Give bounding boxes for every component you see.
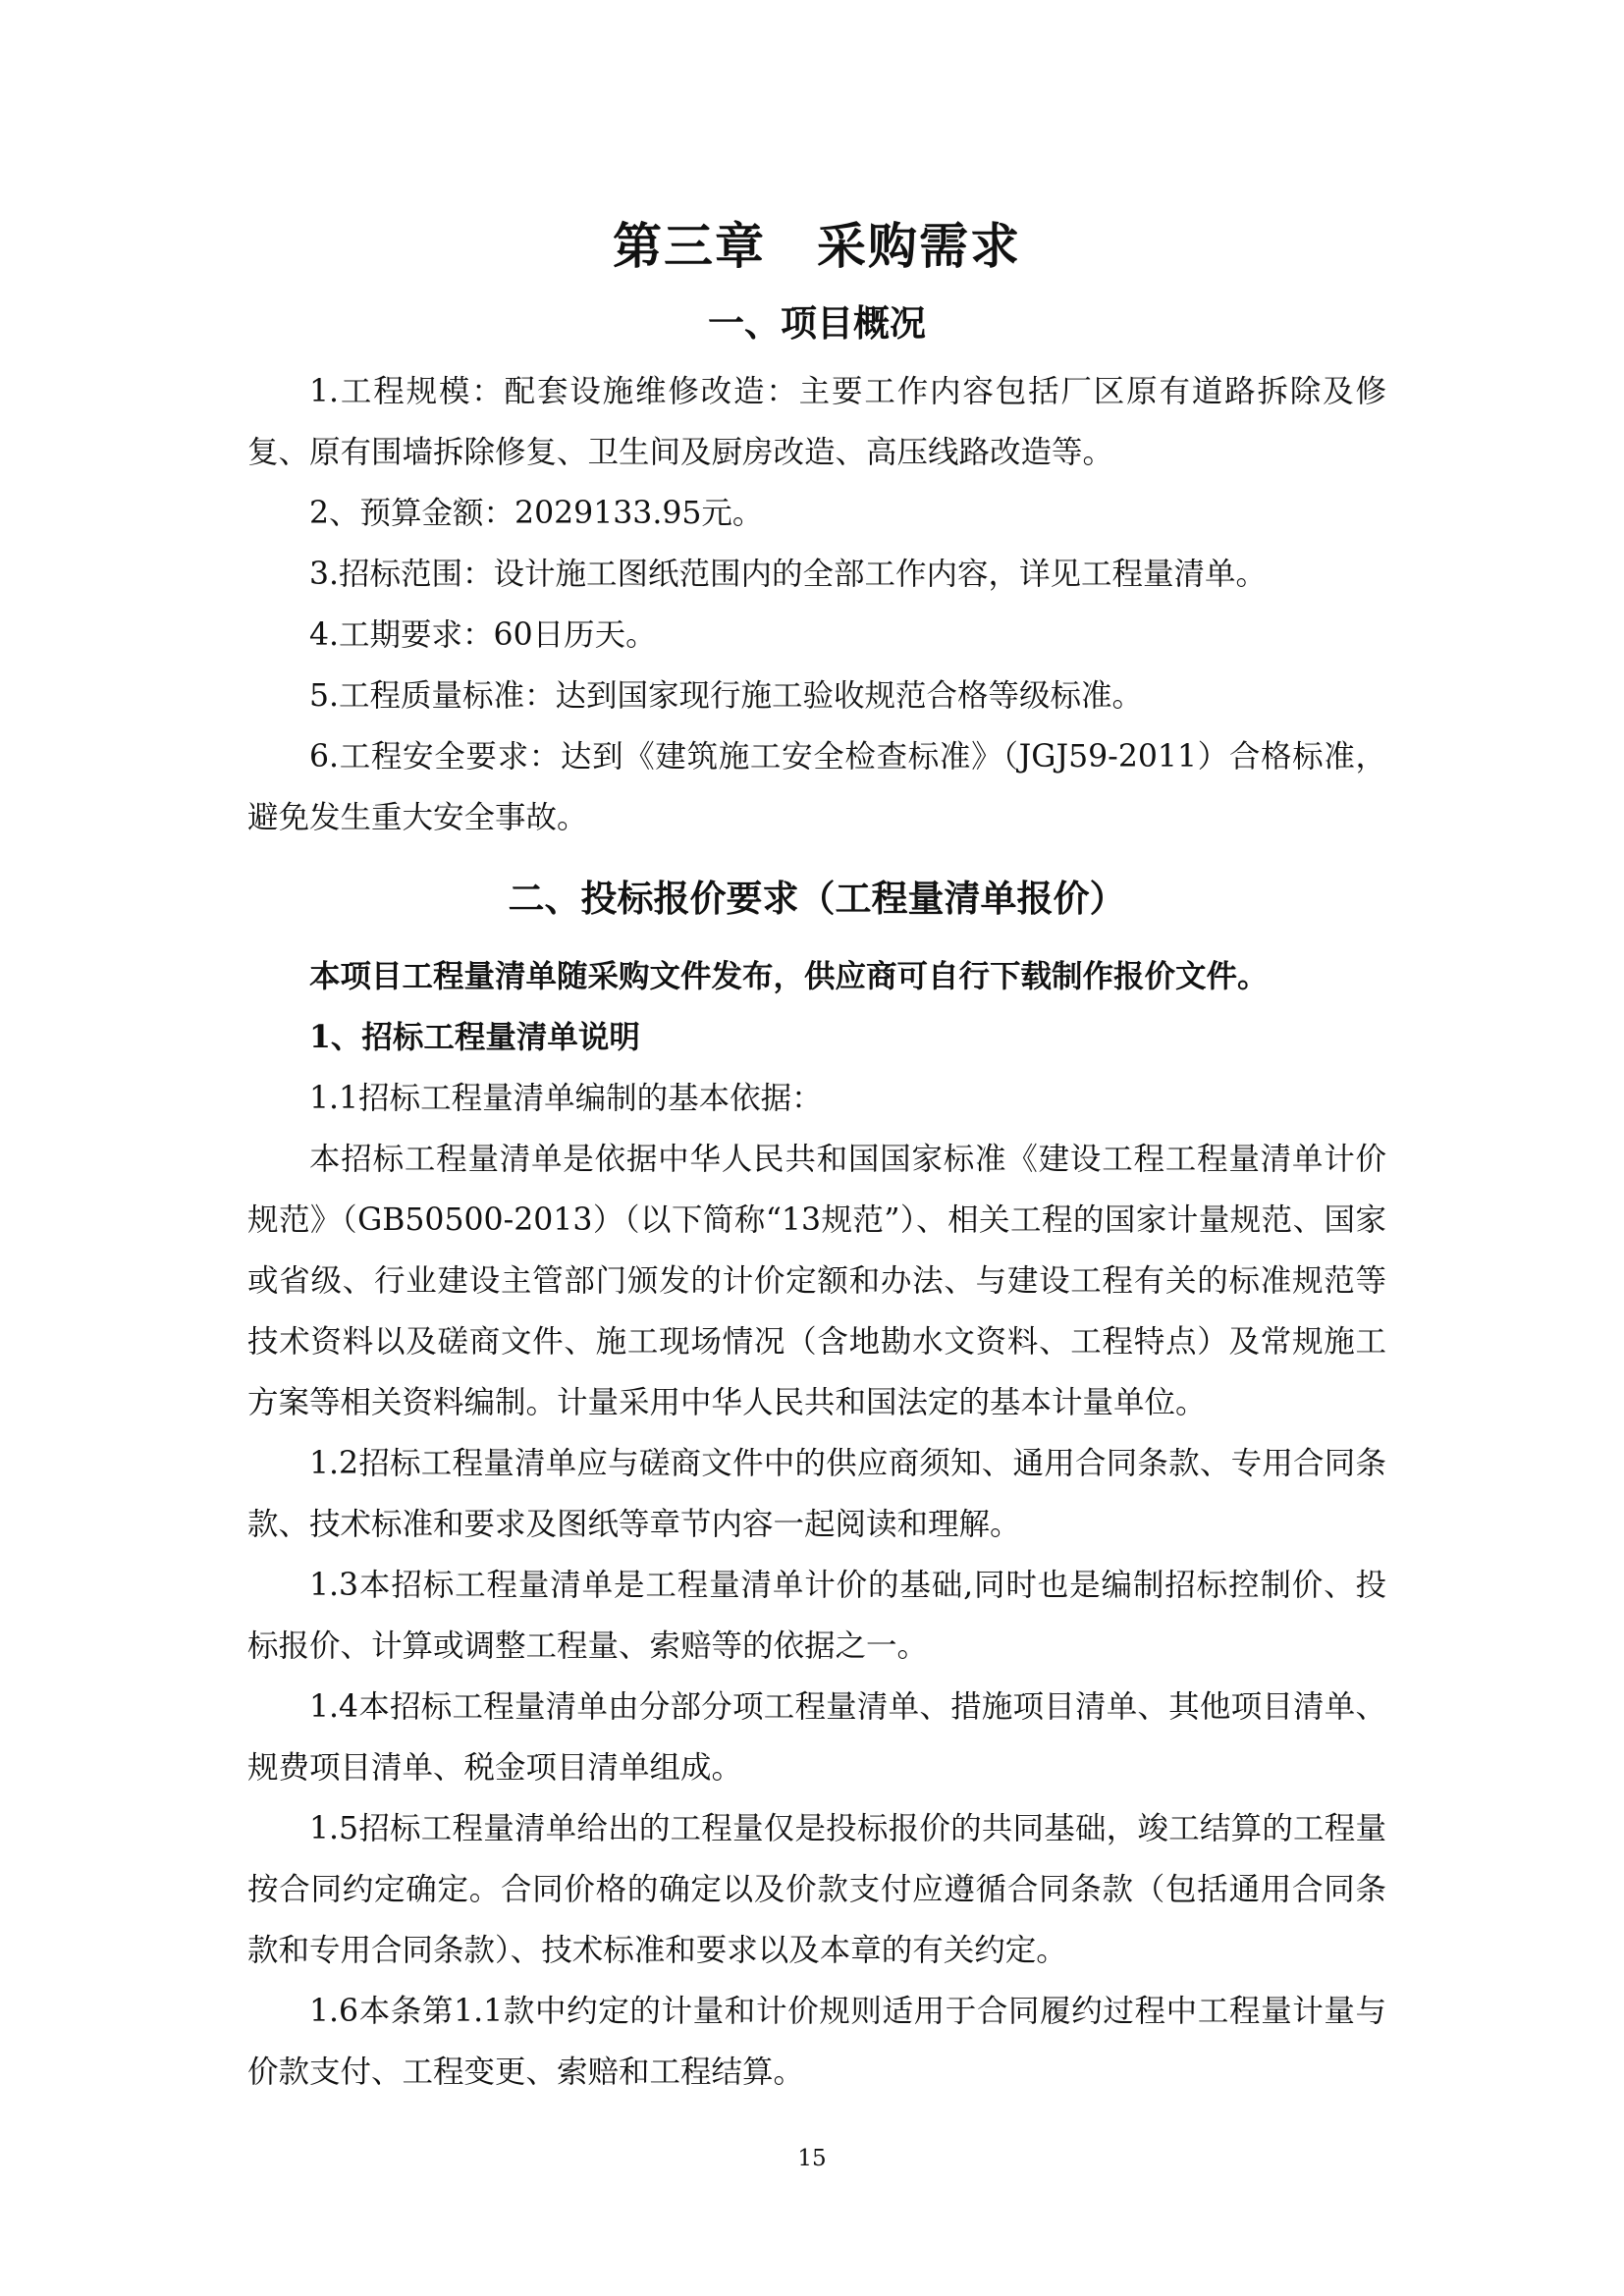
clause-1-6: 1.6本条第1.1款中约定的计量和计价规则适用于合同履约过程中工程量计量与价款支付、工程变更、索赔和工程结算。 <box>247 1994 1386 2090</box>
overview-item-budget: 2、预算金额：2029133.95元。 <box>309 496 764 531</box>
chapter-title: 第三章 采购需求 <box>613 217 1021 275</box>
overview-item-quality: 5.工程质量标准：达到国家现行施工验收规范合格等级标准。 <box>309 678 1144 714</box>
bid-notice: 本项目工程量清单随采购文件发布，供应商可自行下载制作报价文件。 <box>309 958 1269 994</box>
page-number: 15 <box>797 2146 827 2171</box>
clause-1-1: 1.1招标工程量清单编制的基本依据： <box>309 1081 823 1116</box>
clause-1-4: 1.4本招标工程量清单由分部分项工程量清单、措施项目清单、其他项目清单、规费项目清单、税金项目清单组成。 <box>247 1689 1386 1786</box>
clause-1-2: 1.2招标工程量清单应与磋商文件中的供应商须知、通用合同条款、专用合同条款、技术标准和要求及图纸等章节内容一起阅读和理解。 <box>247 1446 1386 1542</box>
bill-of-quantities-subheading: 1、招标工程量清单说明 <box>309 1019 640 1055</box>
clause-1-3: 1.3本招标工程量清单是工程量清单计价的基础,同时也是编制招标控制价、投标报价、计算或调整工程量、索赔等的依据之一。 <box>247 1568 1386 1664</box>
overview-item-safety: 6.工程安全要求：达到《建筑施工安全检查标准》（JGJ59-2011）合格标准，避免发生重大安全事故。 <box>247 739 1386 835</box>
section-title-project-overview: 一、项目概况 <box>708 301 926 345</box>
overview-item-scale: 1.工程规模：配套设施维修改造：主要工作内容包括厂区原有道路拆除及修复、原有围墙拆除修复、卫生间及厨房改造、高压线路改造等。 <box>247 374 1386 470</box>
overview-item-duration: 4.工期要求：60日历天。 <box>309 617 657 653</box>
clause-1-1-body: 本招标工程量清单是依据中华人民共和国国家标准《建设工程工程量清单计价规范》（GB50500-2013）（以下简称“13规范”）、相关工程的国家计量规范、国家或省级、行业建设主管部门颁发的计价定额和办法、与建设工程有关的标准规范等技术资料以及磋商文件、施工现场情况（含地勘水文资料、工程特点）及常规施工方案等相关资料编制。计量采用中华人民共和国法定的基本计量单位。 <box>247 1142 1386 1420</box>
overview-item-scope: 3.招标范围：设计施工图纸范围内的全部工作内容，详见工程量清单。 <box>309 557 1268 592</box>
clause-1-5: 1.5招标工程量清单给出的工程量仅是投标报价的共同基础，竣工结算的工程量按合同约定确定。合同价格的确定以及价款支付应遵循合同条款（包括通用合同条款和专用合同条款）、技术标准和要求以及本章的有关约定。 <box>247 1811 1386 1968</box>
page-content <box>247 206 1386 2103</box>
section-title-bid-pricing: 二、投标报价要求（工程量清单报价） <box>508 877 1126 920</box>
